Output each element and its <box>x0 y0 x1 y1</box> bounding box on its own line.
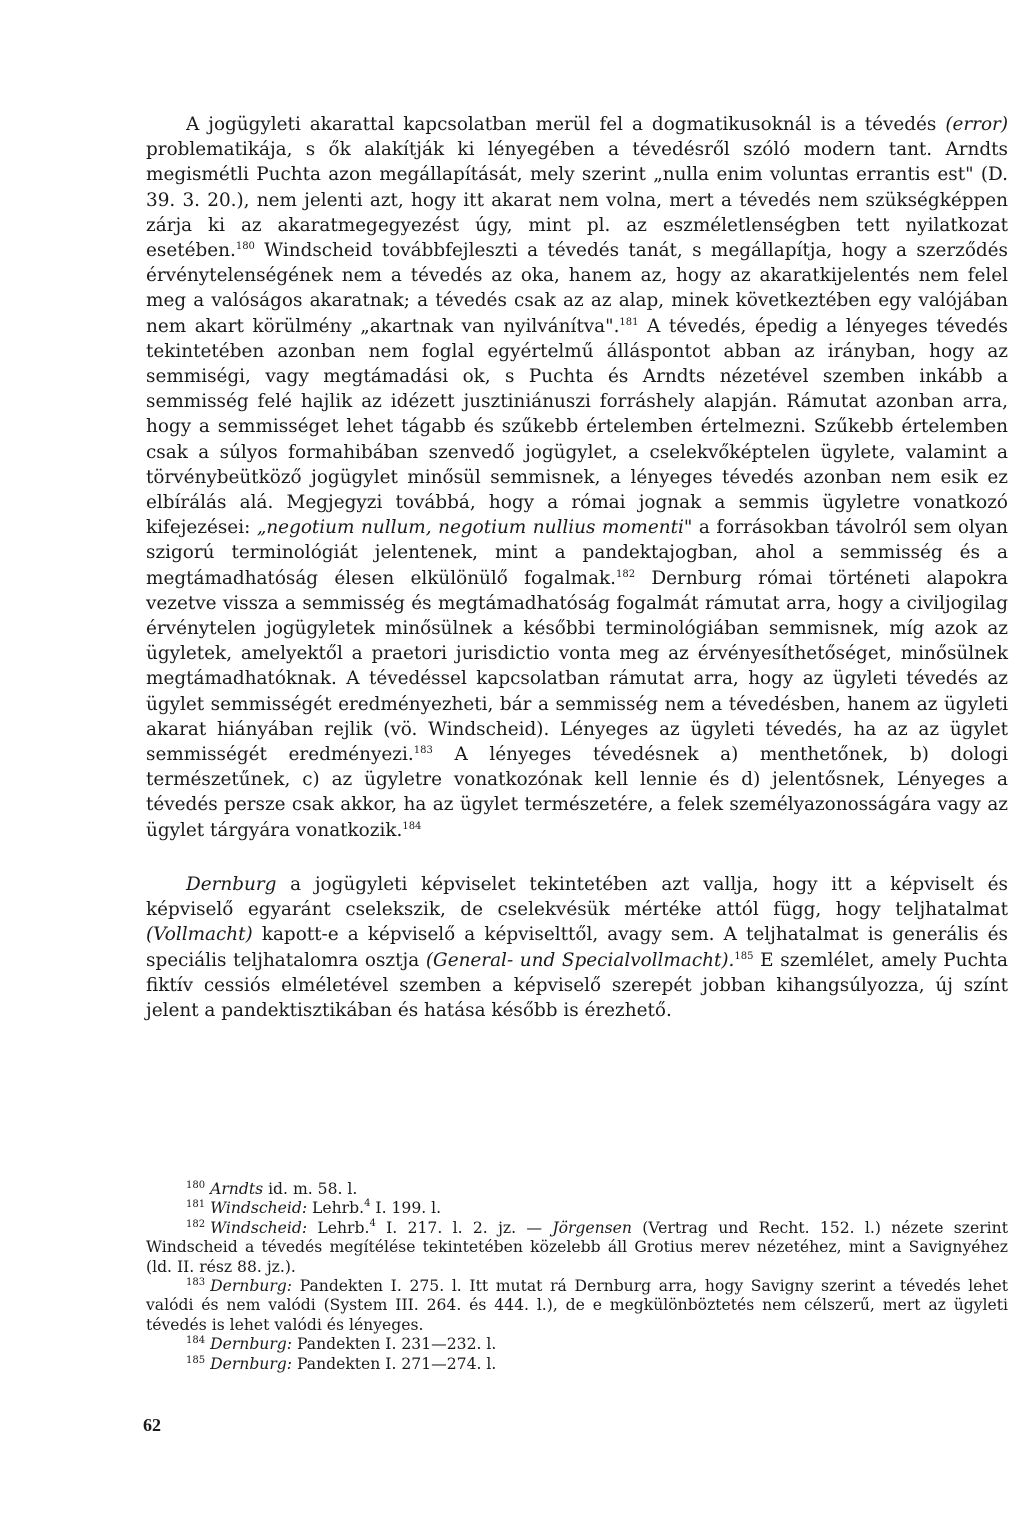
footnote-reference: 185 <box>734 950 754 962</box>
footnote-body <box>146 1199 1008 1218</box>
italic-text-segment: Windscheid: <box>210 1199 308 1218</box>
text-segment: I. 217. l. 2. jz. — <box>375 1218 553 1237</box>
footnote-reference: 184 <box>402 820 422 832</box>
text-segment: A lényeges tévedésnek a) menthetőnek, b) dologi természetűnek, c) az ügyletre vonatkozónak kell lennie és d) jelentősnek, Lényeges a tévedés persze csak akkor, ha az ügylet természetére, a felek személyazonosságára vagy az ügylet tárgyára vonatkozik. <box>146 744 1009 841</box>
footnote-number: 182 <box>186 1218 206 1230</box>
footnote-number: 181 <box>186 1199 206 1211</box>
italic-text-segment: Dernburg <box>186 874 277 895</box>
footnote-number: 180 <box>186 1180 206 1191</box>
footnote-180 <box>146 1180 1008 1199</box>
footnote-reference: 183 <box>413 745 433 757</box>
text-segment: a forrásokban távolról sem olyan szigorú terminológiát jelentenek, mint a pandektajogban, ahol a semmisség és a megtámadhatóság élesen elkülönülő fogalmak. <box>146 517 1008 589</box>
footnote-184 <box>146 1335 1008 1354</box>
body-paragraph-1 <box>146 112 1008 843</box>
footnote-body <box>146 1180 1008 1199</box>
footnote-number: 185 <box>186 1354 206 1366</box>
text-segment: Dernburg római történeti alapokra vezetve vissza a semmisség és megtámadhatóság fogalmát rámutat arra, hogy a civiljogilag érvénytelen jogügyletek minősülnek a későbbi terminológiában semmisnek, míg azok az ügyletek, amelyektől a praetori jurisdictio vonta meg az érvényesíthetőséget, minősülnek megtámadhatóknak. A tévedéssel kapcsolatban rámutat arra, hogy az ügyleti tévedés az ügylet semmisségét eredményezheti, bár a semmisség nem a tévedésben, hanem az ügyleti akarat hiányában rejlik (vö. Windscheid). Lényeges az ügyleti tévedés, ha az az ügylet semmisségét eredményezi. <box>146 567 1008 766</box>
text-segment: A tévedés, épedig a lényeges tévedés tekintetében azonban nem foglal egyértelmű álláspontot abban az irányban, hogy az semmiségi, vagy megtámadási ok, s Puchta és Arndts nézetével szemben inkább a semmisség felé hajlik az idézett jusztiniánuszi forráshely alapján. Rámutat azonban arra, hogy a semmisséget lehet tágabb és szűkebb értelemben értelmezni. Szűkebb értelemben csak a súlyos formahibában szenvedő jogügylet, a cselekvőképtelen ügylete, valamint a törvénybeütköző jogügylet minősül semmisnek, a lényeges tévedés azonban nem esik ez elbírálás alá. Megjegyzi továbbá, hogy a római jognak a semmis ügyletre vonatkozó kifejezései: <box>146 315 1008 539</box>
italic-text-segment: Dernburg: <box>210 1277 293 1296</box>
text-segment: a jogügyleti képviselet tekintetében azt vallja, hogy itt a képviselt és képviselő egyaránt cselekszik, de cselekvésük mértéke attól függ, hogy teljhatalmat <box>146 874 1008 921</box>
footnote-reference: 182 <box>616 568 636 580</box>
italic-text-segment: Windscheid: <box>210 1218 308 1237</box>
footnote-body <box>146 1277 1008 1335</box>
footnote-reference: 4 <box>369 1217 376 1229</box>
text-segment: (Vertrag und Recht. 152. l.) nézete szerint Windscheid a tévedés megítélése tekintetében közelebb áll Grotius merev nézetéhez, mint a Savignyéhez (ld. II. rész 88. jz.). <box>146 1218 1008 1276</box>
text-segment: Pandekten I. 271—274. l. <box>292 1354 497 1373</box>
italic-text-segment: Dernburg: <box>210 1354 293 1373</box>
text-segment: I. 199. l. <box>370 1199 442 1218</box>
text-segment: Pandekten I. 275. l. Itt mutat rá Dernburg arra, hogy Savigny szerint a tévedés lehet valódi és nem valódi (System III. 264. és 444. l.), de e megkülönböztetés nem célszerű, mert az ügyleti tévedés is lehet valódi és lényeges. <box>146 1277 1008 1334</box>
footnote-reference: 181 <box>619 316 639 328</box>
text-segment: A jogügyleti akarattal kapcsolatban merül fel a dogmatikusoknál is a tévedés <box>186 114 946 135</box>
text-segment: Lehrb. <box>307 1218 370 1237</box>
footnote-body <box>146 1355 1008 1374</box>
footnote-183 <box>146 1277 1008 1335</box>
text-segment: id. m. 58. l. <box>263 1180 358 1198</box>
italic-text-segment: Jörgensen <box>552 1218 632 1237</box>
text-segment: Pandekten I. 231—232. l. <box>292 1335 497 1354</box>
italic-text-segment: Arndts <box>210 1180 264 1198</box>
footnote-185 <box>146 1355 1008 1374</box>
text-segment: Windscheid továbbfejleszti a tévedés tanát, s megállapítja, hogy a szerződés érvénytelenségének nem a tévedés az oka, hanem az, hogy az akaratkijelentés nem felel meg a valóságos akaratnak; a tévedés csak az az alap, minek következtében egy valójában nem akart körülmény „akartnak van nyilvánítva". <box>146 240 1008 337</box>
footnote-reference: 4 <box>364 1198 371 1210</box>
footnote-182 <box>146 1219 1008 1277</box>
footnote-number: 184 <box>186 1335 206 1347</box>
footnote-number: 183 <box>186 1277 206 1289</box>
text-segment: E szemlélet, amely Puchta fiktív cessiós elméletével szemben a képviselő szerepét jobban kihangsúlyozza, új színt jelent a pandektisztikában és hatása később is érezhető. <box>146 949 1008 1022</box>
footnote-body <box>146 1335 1008 1354</box>
footnote-reference: 180 <box>235 241 255 253</box>
italic-text-segment: „negotium nullum, negotium nullius momenti" <box>256 517 693 539</box>
body-paragraph-2 <box>146 872 1008 1023</box>
italic-text-segment: (error) <box>945 114 1008 135</box>
italic-text-segment: (Vollmacht) <box>146 924 253 946</box>
text-segment: kapott-e a képviselő a képviselttől, avagy sem. A teljhatalmat is generális és speciális teljhatalomra osztja <box>146 924 1008 971</box>
footnote-body <box>146 1219 1008 1277</box>
text-segment: Lehrb. <box>307 1199 365 1218</box>
text-segment: problematikája, s ők alakítják ki lényegében a tévedésről szóló modern tant. Arndts megismétli Puchta azon megállapítását, mely szerint „nulla enim voluntas errantis est" (D. 39. 3. 20.), nem jelenti azt, hogy itt akarat nem volna, mert a tévedés nem szükségképpen zárja ki az akaratmegegyezést úgy, mint pl. az eszméletlenségben tett nyilatkozat esetében. <box>146 139 1008 262</box>
footnotes <box>146 1180 1008 1374</box>
italic-text-segment: (General- und Specialvollmacht). <box>425 949 735 971</box>
footnote-181 <box>146 1199 1008 1218</box>
italic-text-segment: Dernburg: <box>210 1335 293 1354</box>
page-number: 62 <box>143 1415 161 1435</box>
